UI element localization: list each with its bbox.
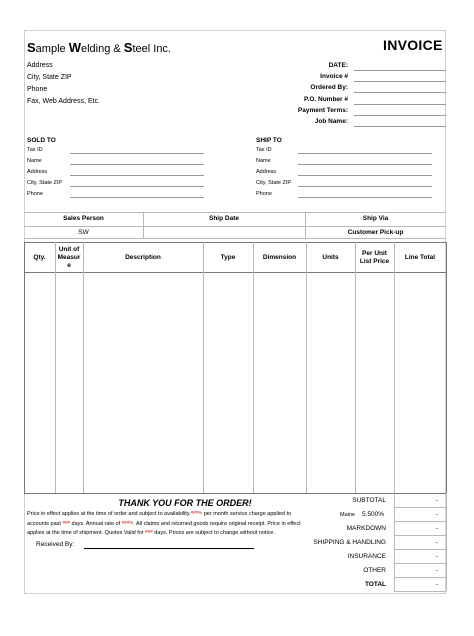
sold-to-city-label: City, State ZIP xyxy=(27,180,63,186)
company-city: City, State ZIP xyxy=(27,74,72,81)
ship-to-phone-field[interactable] xyxy=(298,197,432,198)
date-field[interactable] xyxy=(354,70,446,71)
shipping-handling-label: SHIPPING & HANDLING xyxy=(313,539,386,546)
terms-text: Price in effect applies at the time of order and subject to availability.###% per month service charge applied to accounts past ### days. Annual rate of ###%. All claims and returned goods require original receipt. Price in effect applies at the time of shipment. Quotes Valid for ### days. Prices are subject to change without notice. xyxy=(27,510,301,537)
unit-of-measure-header: Unit of Measur e xyxy=(57,246,81,269)
shipping-handling-value[interactable]: - xyxy=(435,539,438,546)
received-by-signature-line[interactable] xyxy=(84,548,254,549)
ship-via-value[interactable]: Customer Pick-up xyxy=(347,229,404,236)
sold-to-name-label: Name xyxy=(27,158,42,164)
insurance-label: INSURANCE xyxy=(347,553,386,560)
total-value: - xyxy=(435,581,438,588)
company-address: Address xyxy=(27,62,53,69)
sold-to-city-field[interactable] xyxy=(70,186,204,187)
document-title: INVOICE xyxy=(383,37,443,53)
sold-to-taxid-field[interactable] xyxy=(70,153,204,154)
po-number-label: P.O. Number # xyxy=(304,96,348,103)
ordered-by-field[interactable] xyxy=(354,92,446,93)
ship-to-address-label: Address xyxy=(256,169,277,175)
other-label: OTHER xyxy=(363,567,386,574)
ship-to-city-field[interactable] xyxy=(298,186,432,187)
tax-state-label: Maine xyxy=(340,512,355,518)
job-name-label: Job Name: xyxy=(314,118,348,125)
sold-to-name-field[interactable] xyxy=(70,164,204,165)
payment-terms-label: Payment Terms: xyxy=(297,107,348,114)
invoice-number-field[interactable] xyxy=(354,81,446,82)
sold-to-address-label: Address xyxy=(27,169,48,175)
ship-to-phone-label: Phone xyxy=(256,191,272,197)
units-header: Units xyxy=(322,254,339,261)
ship-to-taxid-field[interactable] xyxy=(298,153,432,154)
ship-date-header: Ship Date xyxy=(209,215,239,222)
po-number-field[interactable] xyxy=(354,104,446,105)
ship-to-name-label: Name xyxy=(256,158,271,164)
other-value[interactable]: - xyxy=(435,567,438,574)
company-phone: Phone xyxy=(27,86,48,93)
type-header: Type xyxy=(220,254,236,261)
qty-header: Qty. xyxy=(33,254,46,261)
payment-terms-field[interactable] xyxy=(354,115,446,116)
markdown-value[interactable]: - xyxy=(435,525,438,532)
company-fax-web: Fax, Web Address, Etc. xyxy=(27,98,101,105)
ship-to-title: SHIP TO xyxy=(256,137,282,144)
tax-value: - xyxy=(435,511,438,518)
thank-you-text: THANK YOU FOR THE ORDER! xyxy=(118,498,252,508)
dimension-header: Dimension xyxy=(262,254,297,261)
ship-to-taxid-label: Tax ID xyxy=(256,147,272,153)
sold-to-address-field[interactable] xyxy=(70,175,204,176)
subtotal-value: - xyxy=(435,497,438,504)
company-name: Sample Welding & Steel Inc. xyxy=(27,40,171,55)
invoice-number-label: Invoice # xyxy=(320,73,348,80)
insurance-value[interactable]: - xyxy=(435,553,438,560)
sold-to-title: SOLD TO xyxy=(27,137,56,144)
sold-to-phone-label: Phone xyxy=(27,191,43,197)
received-by-label: Received By: xyxy=(36,541,75,548)
job-name-field[interactable] xyxy=(354,126,446,127)
ship-to-name-field[interactable] xyxy=(298,164,432,165)
per-unit-list-price-header: Per Unit List Price xyxy=(359,250,390,265)
ship-to-address-field[interactable] xyxy=(298,175,432,176)
sales-person-header: Sales Person xyxy=(63,215,104,222)
ship-via-header: Ship Via xyxy=(362,215,389,222)
description-header: Description xyxy=(125,254,161,261)
ordered-by-label: Ordered By: xyxy=(310,84,348,91)
sold-to-taxid-label: Tax ID xyxy=(27,147,43,153)
ship-to-city-label: City, State ZIP xyxy=(256,180,292,186)
total-label: TOTAL xyxy=(364,581,386,588)
line-total-header: Line Total xyxy=(404,254,436,261)
sold-to-phone-field[interactable] xyxy=(70,197,204,198)
markdown-label: MARKDOWN xyxy=(346,525,386,532)
date-label: DATE: xyxy=(328,62,348,69)
tax-rate-value[interactable]: 5.500% xyxy=(362,511,385,518)
subtotal-label: SUBTOTAL xyxy=(352,497,386,504)
sales-person-value[interactable]: SW xyxy=(78,229,89,236)
